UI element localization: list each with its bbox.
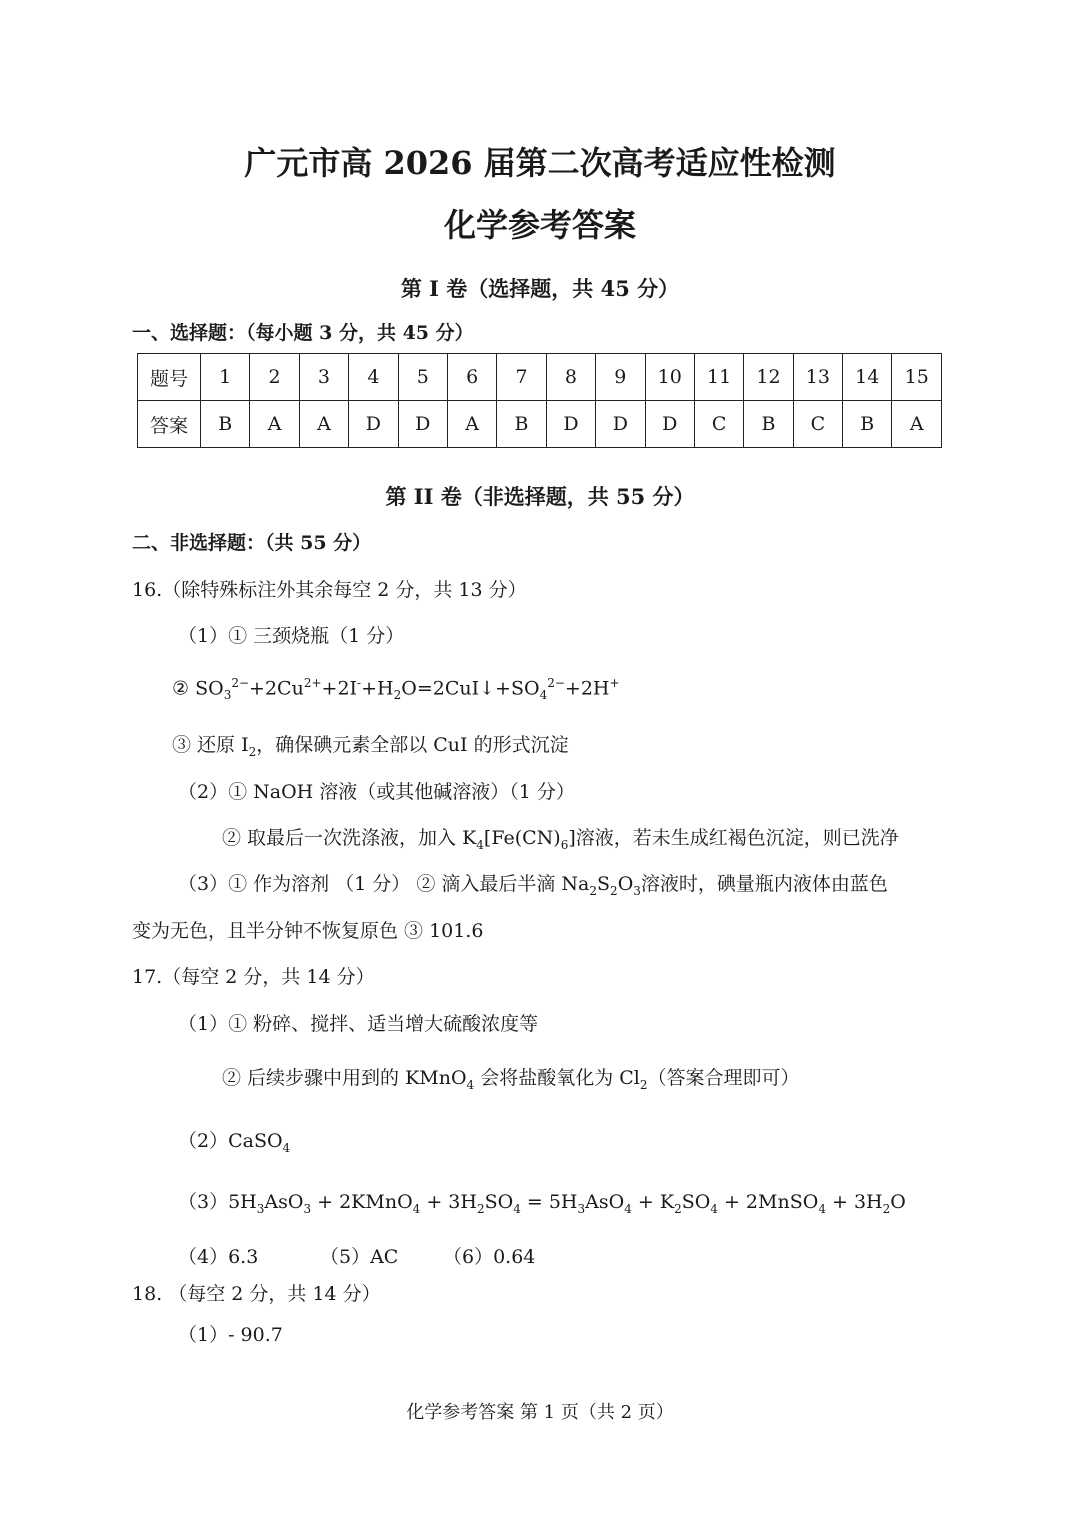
q18-header: 18. （每空 2 分，共 14 分） [132, 1283, 381, 1305]
page-footer: 化学参考答案 第 1 页（共 2 页） [406, 1402, 674, 1423]
table-cell: B [497, 401, 546, 448]
q17-part1-1: （1）① 粉碎、搅拌、适当增大硫酸浓度等 [178, 1013, 539, 1035]
table-cell: D [349, 401, 398, 448]
volume-1-heading: 第 I 卷（选择题，共 45 分） [400, 276, 680, 301]
document-subtitle: 化学参考答案 [443, 206, 636, 244]
table-cell: 12 [744, 354, 793, 401]
q16-part1-3: ③ 还原 $I_2$，确保碘元素全部以 CuI 的形式沉淀 [172, 734, 569, 759]
section-1-heading: 一、选择题：（每小题 3 分，共 45 分） [132, 322, 474, 344]
q17-part6: （6）0.64 [443, 1246, 536, 1268]
table-cell: D [398, 401, 447, 448]
table-cell: A [299, 401, 348, 448]
table-cell: B [843, 401, 892, 448]
table-cell: C [793, 401, 842, 448]
q16-header: 16.（除特殊标注外其余每空 2 分，共 13 分） [132, 579, 527, 601]
table-cell: A [447, 401, 496, 448]
table-cell: 8 [546, 354, 595, 401]
table-cell: A [250, 401, 299, 448]
volume-2-heading: 第 II 卷（非选择题，共 55 分） [385, 484, 695, 509]
q18-part1: （1）- 90.7 [178, 1324, 283, 1346]
q17-part2: （2）CaSO$_4$ [178, 1130, 291, 1155]
table-row-answers [138, 401, 942, 448]
table-cell: C [694, 401, 743, 448]
table-cell: 1 [201, 354, 250, 401]
table-cell: D [645, 401, 694, 448]
row-label-answer: 答案 [138, 401, 201, 448]
q17-part4: （4）6.3 [178, 1246, 259, 1268]
q16-part2-2: ② 取最后一次洗涤液，加入 $K_4[Fe(CN)_6]$溶液，若未生成红褐色沉淀，则已洗净 [222, 827, 899, 852]
table-cell: 4 [349, 354, 398, 401]
table-cell: 14 [843, 354, 892, 401]
q17-part3-equation: $(3)5H_3AsO_3$ + 2KMnO$_4$ + $3H_2SO_4 = 5H_3AsO_4 + K_2SO_4$ + 2MnSO$_4$ + $3H_2O$ [178, 1191, 906, 1216]
table-cell: 2 [250, 354, 299, 401]
q17-part5: （5）AC [320, 1246, 399, 1268]
table-cell: 13 [793, 354, 842, 401]
q16-part2-1: （2）① NaOH 溶液（或其他碱溶液）（1 分） [178, 781, 575, 803]
table-cell: 3 [299, 354, 348, 401]
q17-part1-2: ② 后续步骤中用到的 KMnO$_4$ 会将盐酸氧化为 $Cl_2$（答案合理即可） [222, 1067, 800, 1092]
table-cell: 10 [645, 354, 694, 401]
section-2-heading: 二、非选择题：（共 55 分） [132, 532, 372, 554]
q17-header: 17.（每空 2 分，共 14 分） [132, 966, 375, 988]
answer-table [137, 353, 942, 448]
table-cell: D [546, 401, 595, 448]
table-cell: A [892, 401, 942, 448]
table-cell: B [744, 401, 793, 448]
table-cell: 6 [447, 354, 496, 401]
table-cell: 15 [892, 354, 942, 401]
q16-part3-2: 变为无色，且半分钟不恢复原色 ③ 101.6 [132, 920, 484, 942]
table-cell: D [596, 401, 645, 448]
q16-part1-2-equation: ② $SO_3^{2-}+2Cu^{2+}+2I^-+H_2O=2CuI↓+SO_4^{2-}+2H^+$ [172, 676, 620, 703]
q16-part3-1: （3）① 作为溶剂 （1 分） ② 滴入最后半滴 $Na_2S_2O_3$溶液时，碘量瓶内液体由蓝色 [178, 873, 888, 898]
table-cell: 11 [694, 354, 743, 401]
document-title: 广元市高 2026 届第二次高考适应性检测 [244, 144, 836, 182]
row-label-number: 题号 [138, 354, 201, 401]
table-cell: 7 [497, 354, 546, 401]
table-cell: 5 [398, 354, 447, 401]
table-cell: 9 [596, 354, 645, 401]
q16-part1-1: （1）① 三颈烧瓶（1 分） [178, 625, 405, 647]
table-cell: B [201, 401, 250, 448]
table-row-numbers [138, 354, 942, 401]
